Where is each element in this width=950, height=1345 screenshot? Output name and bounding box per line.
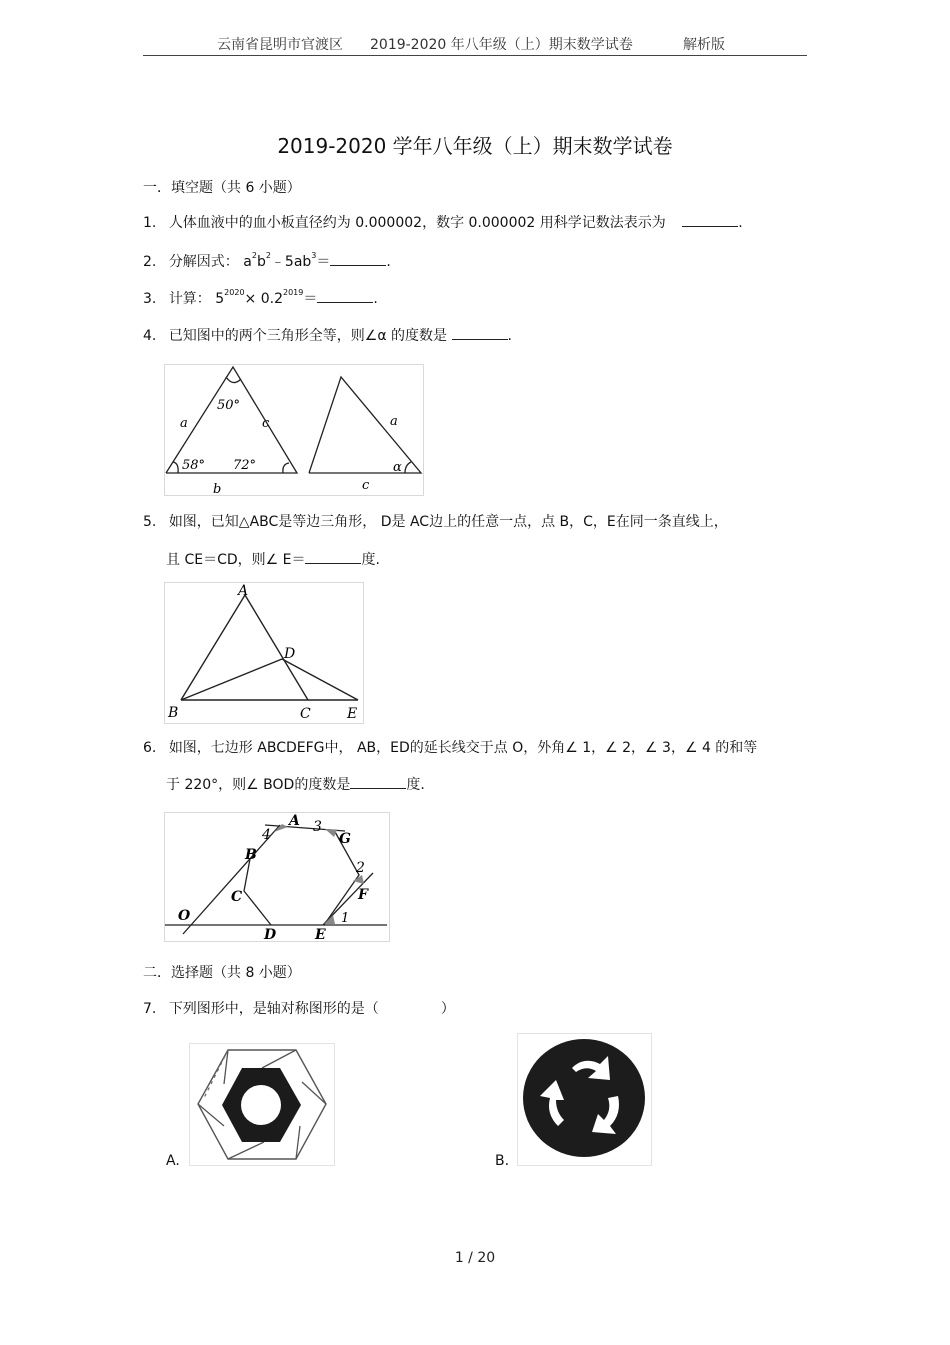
question-text: 已知图中的两个三角形全等，则∠α 的度数是 bbox=[168, 328, 448, 344]
angle-number-label: 4 bbox=[262, 827, 271, 843]
section-multiple-choice: 二．选择题（共 8 小题） bbox=[143, 965, 301, 981]
vertex-label: B bbox=[245, 847, 257, 863]
question-1 bbox=[143, 214, 743, 232]
question-5-line-2 bbox=[166, 551, 380, 569]
side-label: b bbox=[213, 482, 222, 495]
vertex-label: G bbox=[339, 831, 351, 847]
figure-heptagon bbox=[164, 812, 390, 942]
vertex-label: O bbox=[178, 908, 191, 924]
question-number: 1. bbox=[143, 215, 157, 231]
answer-blank bbox=[682, 214, 738, 227]
side-label: c bbox=[262, 416, 270, 431]
question-number: 2. bbox=[143, 254, 157, 270]
point-label: C bbox=[300, 706, 311, 722]
option-a-label[interactable]: A. bbox=[166, 1153, 180, 1169]
question-text: 下列图形中，是轴对称图形的是（ bbox=[168, 1001, 379, 1017]
question-2 bbox=[143, 253, 391, 271]
question-text: 人体血液中的血小板直径约为 0.000002，数字 0.000002 用科学记数法表示为 bbox=[168, 215, 666, 231]
question-text: 如图，已知△ABC是等边三角形， D是 AC边上的任意一点，点 B，C，E在同一条直线上， bbox=[168, 514, 728, 530]
question-end: . bbox=[386, 254, 391, 270]
vertex-label: E bbox=[315, 927, 326, 941]
header-divider bbox=[143, 55, 807, 56]
angle-number-label: 1 bbox=[341, 911, 350, 926]
question-text: 且 CE＝CD，则∠ E＝ bbox=[166, 552, 306, 568]
point-label: E bbox=[347, 706, 358, 722]
point-label: D bbox=[284, 646, 296, 662]
vertex-label: C bbox=[231, 889, 243, 905]
question-end: . bbox=[507, 328, 512, 344]
question-number: 3. bbox=[143, 291, 157, 307]
page-title: 2019-2020 学年八年级（上）期末数学试卷 bbox=[277, 134, 673, 158]
question-number: 5. bbox=[143, 514, 157, 530]
answer-blank bbox=[330, 253, 386, 266]
question-5 bbox=[143, 513, 728, 531]
side-label: c bbox=[362, 478, 370, 493]
question-number: 6. bbox=[143, 740, 157, 756]
header-exam: 2019-2020 年八年级（上）期末数学试卷 bbox=[370, 37, 633, 53]
answer-blank bbox=[317, 290, 373, 303]
answer-blank bbox=[305, 551, 361, 564]
header-edition: 解析版 bbox=[683, 37, 725, 53]
figure-congruent-triangles bbox=[164, 364, 424, 496]
vertex-label: F bbox=[358, 887, 368, 903]
header-region: 云南省昆明市官渡区 bbox=[217, 37, 343, 53]
page-number: 1 / 20 bbox=[454, 1250, 496, 1266]
question-text: 如图，七边形 ABCDEFG中， AB，ED的延长线交于点 O，外角∠ 1，∠ 2，∠ 3，∠ 4 的和等 bbox=[168, 740, 758, 756]
question-end: . bbox=[738, 215, 743, 231]
question-end: . bbox=[373, 291, 378, 307]
question-text: 分解因式： $a^2b^2﹣5ab^3=$ bbox=[168, 251, 331, 270]
question-6-line-2 bbox=[166, 776, 425, 794]
angle-label: 50° bbox=[217, 398, 241, 413]
vertex-label: A bbox=[289, 813, 300, 829]
angle-label: 58° bbox=[182, 458, 206, 473]
answer-blank bbox=[350, 776, 406, 789]
question-number: 4. bbox=[143, 328, 157, 344]
angle-number-label: 3 bbox=[313, 819, 322, 835]
question-end: 度. bbox=[406, 777, 425, 793]
question-6 bbox=[143, 739, 757, 757]
option-b-image[interactable] bbox=[517, 1033, 652, 1166]
question-end: 度. bbox=[361, 552, 380, 568]
question-end: ） bbox=[440, 1001, 455, 1017]
question-text: 计算： $5^{2020}\times 0.2^{2019}=$ bbox=[168, 288, 318, 307]
answer-blank bbox=[452, 327, 508, 340]
question-4 bbox=[143, 327, 512, 345]
point-label: A bbox=[238, 583, 249, 599]
side-label: a bbox=[390, 414, 398, 429]
option-b-label[interactable]: B. bbox=[495, 1153, 510, 1169]
vertex-label: D bbox=[264, 927, 277, 941]
question-3 bbox=[143, 290, 378, 308]
angle-label: 72° bbox=[233, 458, 257, 473]
side-label: a bbox=[180, 416, 188, 431]
question-number: 7. bbox=[143, 1001, 157, 1017]
point-label: B bbox=[168, 705, 179, 721]
angle-alpha-label: α bbox=[393, 460, 402, 475]
figure-equilateral-triangle bbox=[164, 582, 364, 724]
angle-number-label: 2 bbox=[356, 860, 365, 876]
section-fill-in: 一．填空题（共 6 小题） bbox=[143, 180, 301, 196]
question-text: 于 220°，则∠ BOD的度数是 bbox=[166, 777, 351, 793]
option-a-image[interactable] bbox=[189, 1043, 335, 1166]
question-7 bbox=[143, 1000, 455, 1018]
